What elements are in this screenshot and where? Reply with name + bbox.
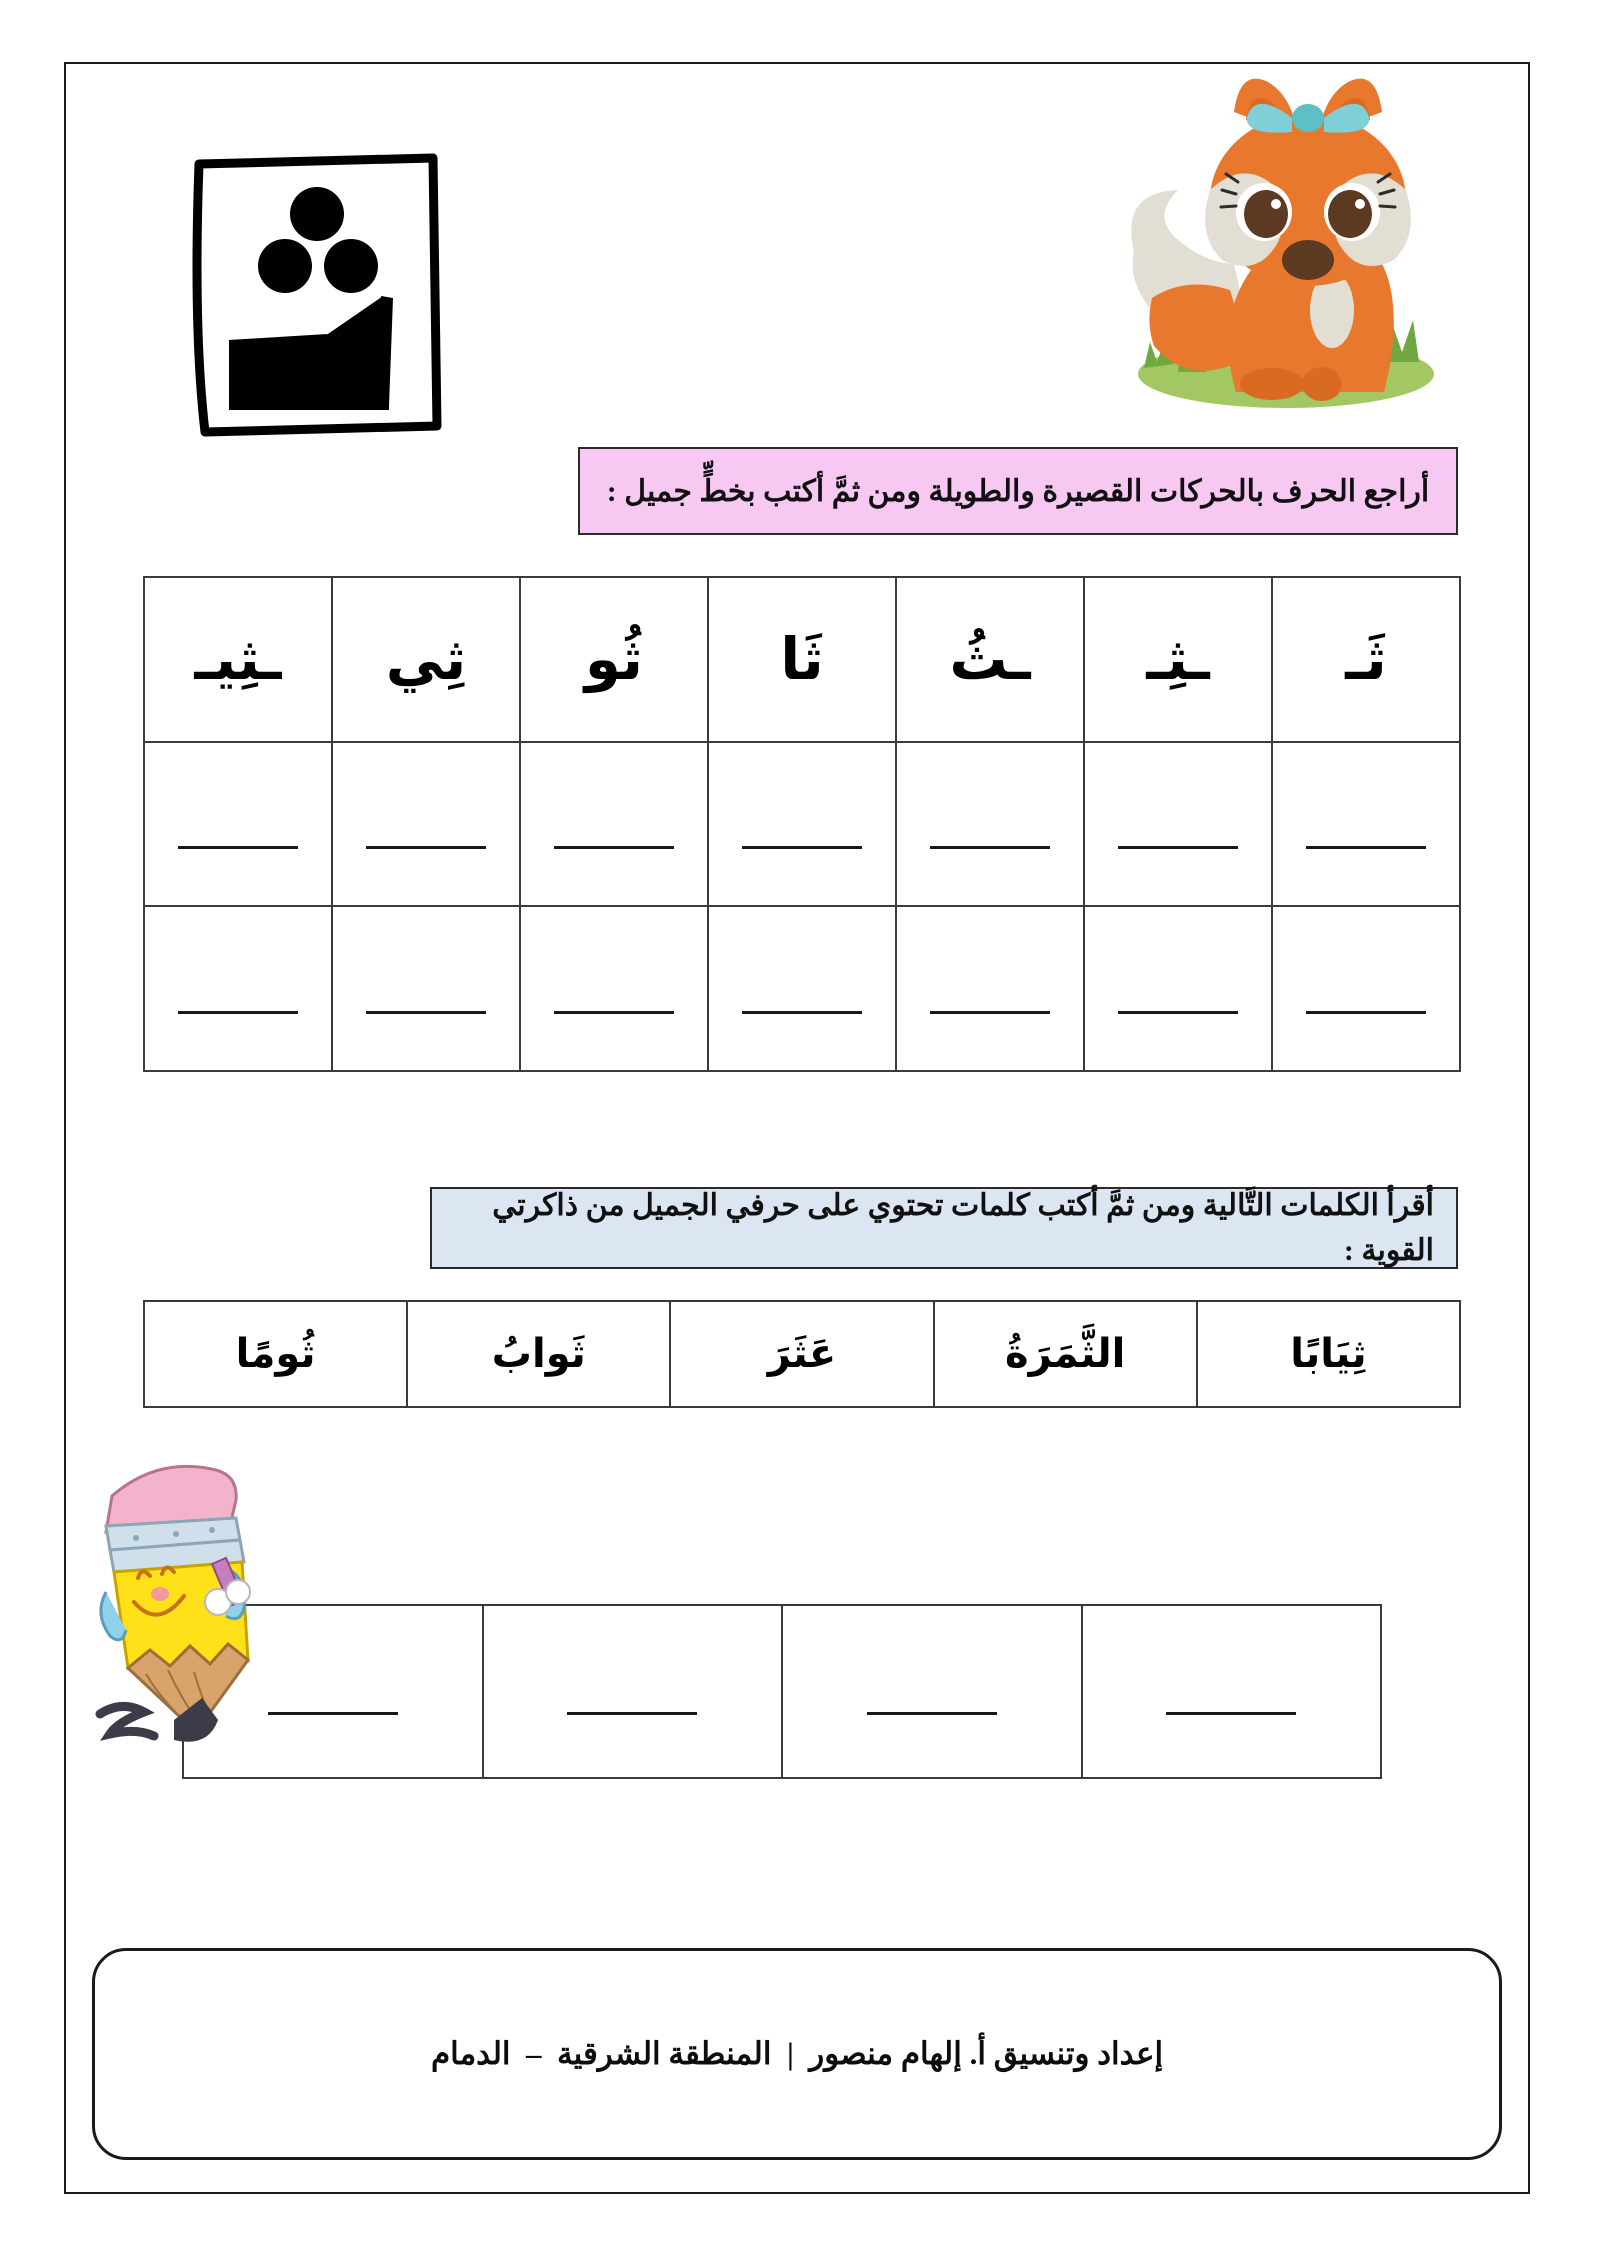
answer-cell[interactable] xyxy=(482,1606,782,1777)
writing-line xyxy=(366,846,486,849)
writing-line xyxy=(268,1712,398,1715)
letter-cell xyxy=(519,578,707,741)
letter-form: ثَـ xyxy=(1345,625,1387,694)
writing-line xyxy=(1118,846,1238,849)
practice-cell[interactable] xyxy=(1083,743,1271,906)
instruction-banner-read-write xyxy=(430,1187,1458,1269)
practice-cell[interactable] xyxy=(331,743,519,906)
writing-line xyxy=(1306,1011,1426,1014)
writing-line xyxy=(742,846,862,849)
writing-line xyxy=(930,846,1050,849)
letter-cell xyxy=(1271,578,1459,741)
writing-line xyxy=(366,1011,486,1014)
writing-line xyxy=(554,846,674,849)
writing-line xyxy=(1166,1712,1296,1715)
letter-cell xyxy=(145,578,331,741)
practice-cell[interactable] xyxy=(1083,907,1271,1070)
letter-cell xyxy=(1083,578,1271,741)
letter-form: ـثُ xyxy=(949,625,1031,694)
word-text: الثَّمَرَةُ xyxy=(1005,1331,1126,1377)
letter-form: ـثِـ xyxy=(1146,625,1210,694)
writing-line xyxy=(930,1011,1050,1014)
answers-table xyxy=(182,1604,1382,1779)
pencil-mascot xyxy=(92,1452,277,1752)
writing-line xyxy=(178,1011,298,1014)
word-text: ثَوابُ xyxy=(491,1331,586,1377)
practice-cell[interactable] xyxy=(519,743,707,906)
footer-credits-box xyxy=(92,1948,1502,2160)
letter-form: ـثِيـ xyxy=(194,625,282,694)
letters-practice-row xyxy=(145,743,1459,908)
letter-form: ثَا xyxy=(780,625,824,694)
practice-cell[interactable] xyxy=(1271,743,1459,906)
practice-cell[interactable] xyxy=(895,907,1083,1070)
letters-practice-table xyxy=(143,576,1461,1072)
answer-cell[interactable] xyxy=(781,1606,1081,1777)
word-cell xyxy=(145,1302,406,1406)
letter-form: ثُو xyxy=(584,625,644,694)
word-cell xyxy=(933,1302,1196,1406)
practice-cell[interactable] xyxy=(707,743,895,906)
words-row xyxy=(145,1302,1459,1406)
writing-line xyxy=(1306,846,1426,849)
letter-cell xyxy=(331,578,519,741)
answer-cell[interactable] xyxy=(1081,1606,1381,1777)
practice-cell[interactable] xyxy=(331,907,519,1070)
writing-line xyxy=(867,1712,997,1715)
word-text: ثُومًا xyxy=(235,1331,316,1377)
instruction-read-write-text: أقرأ الكلمات التَّالية ومن ثمَّ أكتب كلمات تحتوي على حرفي الجميل من ذاكرتي القوية : xyxy=(492,1189,1434,1267)
word-cell xyxy=(1196,1302,1459,1406)
answers-row xyxy=(184,1606,1380,1777)
practice-cell[interactable] xyxy=(145,907,331,1070)
word-cell xyxy=(406,1302,669,1406)
practice-cell[interactable] xyxy=(707,907,895,1070)
writing-line xyxy=(554,1011,674,1014)
writing-line xyxy=(178,846,298,849)
practice-cell[interactable] xyxy=(1271,907,1459,1070)
writing-line xyxy=(742,1011,862,1014)
writing-line xyxy=(1118,1011,1238,1014)
word-cell xyxy=(669,1302,932,1406)
words-table xyxy=(143,1300,1461,1408)
letters-header-row xyxy=(145,578,1459,743)
letter-cell xyxy=(707,578,895,741)
footer-credits-text: إعداد وتنسيق أ. إلهام منصور | المنطقة الشرقية – الدمام xyxy=(430,2036,1164,2071)
instruction-review-text: أراجع الحرف بالحركات القصيرة والطويلة ومن ثمَّ أكتب بخطٍّ جميل : xyxy=(606,474,1430,508)
letter-cell xyxy=(895,578,1083,741)
practice-cell[interactable] xyxy=(895,743,1083,906)
practice-cell[interactable] xyxy=(519,907,707,1070)
letter-tha-logo xyxy=(185,148,445,438)
practice-cell[interactable] xyxy=(145,743,331,906)
writing-line xyxy=(567,1712,697,1715)
fox-illustration xyxy=(1086,62,1466,432)
word-text: ثِيَابًا xyxy=(1290,1331,1367,1377)
instruction-banner-review xyxy=(578,447,1458,535)
word-text: عَثَرَ xyxy=(767,1331,837,1377)
letter-form: ثِي xyxy=(385,625,467,694)
letters-practice-row xyxy=(145,907,1459,1070)
